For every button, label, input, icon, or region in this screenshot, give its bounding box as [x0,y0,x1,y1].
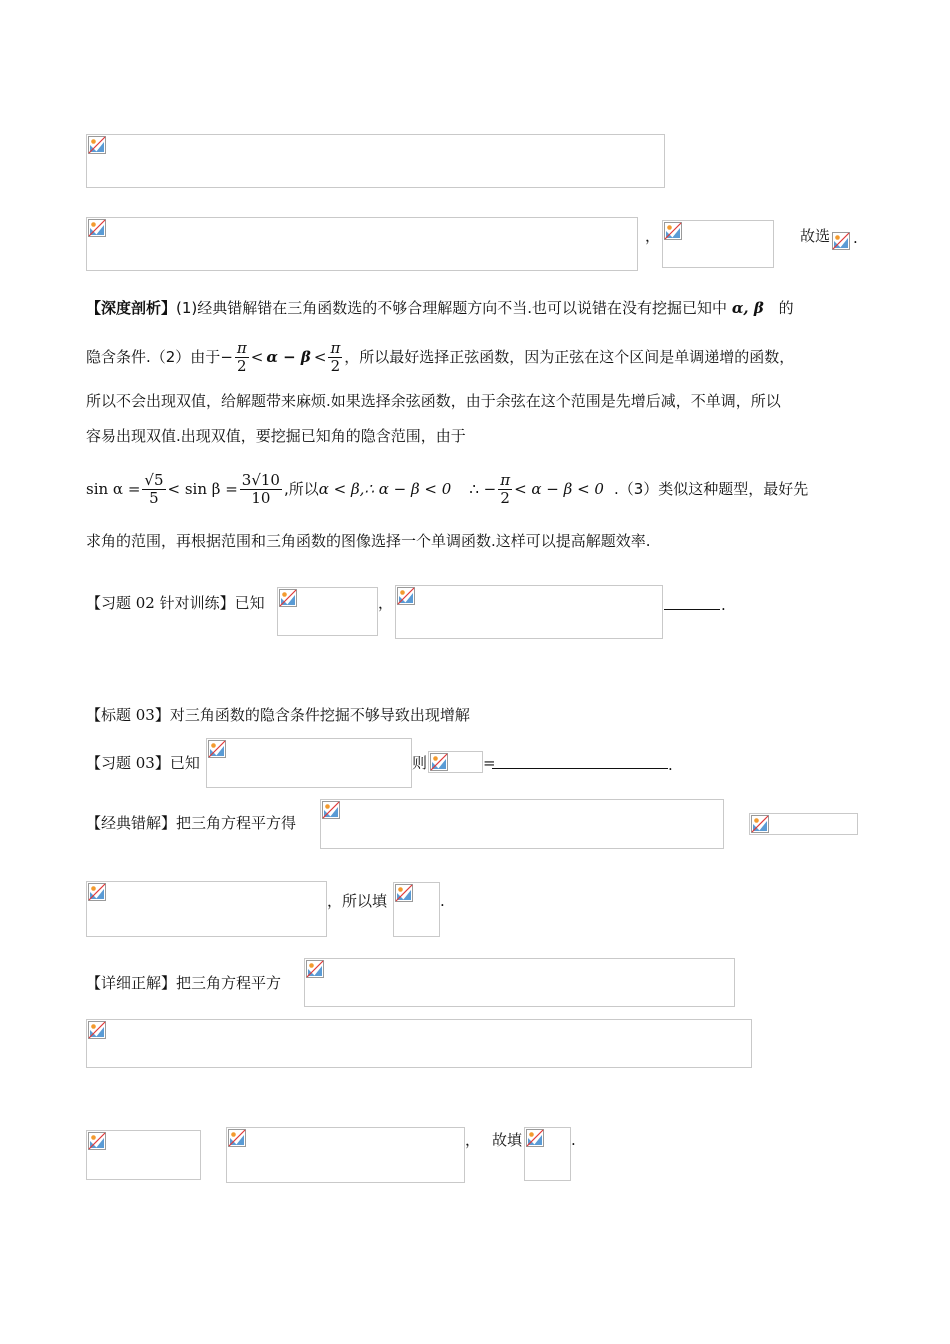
punctuation: . [853,229,858,247]
punctuation: ， [378,594,394,612]
math-expression: ∴ − [469,480,497,498]
equals-sign: = [483,754,496,772]
broken-image-icon [228,1129,246,1147]
broken-image-icon [306,960,324,978]
analysis-text: ,所以 [283,480,319,498]
detail-right-label: 【详细正解】把三角方程平方 [86,974,282,992]
text-suoyitian: ，所以填 [327,892,388,910]
broken-image-icon [88,136,106,154]
broken-image-icon [526,1129,544,1147]
analysis-line-3: 所以不会出现双值，给解题带来麻烦.如果选择余弦函数，由于余弦在这个范围是先增后减，不单调，所以 [86,392,781,410]
punctuation: ， [645,227,661,245]
title-03: 【标题 03】对三角函数的隐含条件挖掘不够导致出现增解 [86,706,470,724]
punctuation: . [668,756,673,774]
analysis-text: ，所以最好选择正弦函数，因为正弦在这个区间是单调递增的函数， [344,348,795,366]
analysis-label: 【深度剖析】 [86,299,177,317]
broken-image [428,751,483,773]
math-symbol: − [220,348,233,366]
math-symbol: < [313,348,327,366]
math-symbol: < [250,348,264,366]
broken-image [320,799,724,849]
answer-blank[interactable] [664,595,720,610]
analysis-line-4: 容易出现双值.出现双值，要挖掘已知角的隐含范围，由于 [86,427,466,445]
broken-image [304,958,735,1007]
broken-image [524,1127,571,1181]
punctuation: . [721,596,726,614]
broken-image-icon [88,1021,106,1039]
broken-image-icon [751,815,769,833]
analysis-text: 的 [778,299,794,317]
math-fraction: $\frac{3√10}{10}$ [241,470,280,507]
text-guxuan: 故选 [800,227,831,245]
answer-blank[interactable] [492,754,668,769]
exercise-03-label: 【习题 03】已知 [86,754,200,772]
broken-image-icon [88,883,106,901]
punctuation: ， [465,1131,481,1149]
math-expression: sin α = [86,480,141,498]
broken-image [395,585,663,639]
math-expression: < sin β = [167,480,238,498]
analysis-text: 隐含条件.（2）由于 [86,348,221,366]
analysis-line-1 [86,298,794,318]
broken-image-icon [88,219,106,237]
broken-image [86,1019,752,1068]
math-alpha-beta: α, β [731,299,764,317]
broken-image [206,738,412,788]
broken-image [277,587,378,636]
broken-image-icon [397,587,415,605]
broken-image-icon [832,232,850,250]
broken-image [86,134,665,188]
analysis-line-5 [86,466,808,512]
analysis-text: (1)经典错解错在三角函数选的不够合理解题方向不当.也可以说错在没有挖掘已知中 [176,299,728,317]
math-fraction: $\frac{√5}{5}$ [144,470,164,507]
broken-image-icon [322,801,340,819]
punctuation: . [440,892,445,910]
math-fraction: $\frac{\pi}{2}$ [500,470,511,507]
math-fraction: $\frac{\pi}{2}$ [330,338,341,375]
analysis-text: .（3）类似这种题型，最好先 [613,480,809,498]
broken-image-icon [395,884,413,902]
punctuation: . [571,1131,576,1149]
text-gutian: 故填 [492,1131,523,1149]
broken-image [86,1130,201,1180]
broken-image [832,232,854,254]
math-expression: α < β,∴ α − β < 0 [318,480,452,498]
broken-image-icon [664,222,682,240]
analysis-line-6: 求角的范围，再根据范围和三角函数的图像选择一个单调函数.这样可以提高解题效率. [86,532,651,550]
broken-image-icon [430,753,448,771]
broken-image [86,217,638,271]
broken-image [393,882,440,937]
analysis-line-2 [86,337,794,377]
math-fraction: $\frac{\pi}{2}$ [236,338,247,375]
exercise-02-label: 【习题 02 针对训练】已知 [86,594,265,612]
broken-image-icon [279,589,297,607]
math-expression: < α − β < 0 [514,480,604,498]
broken-image-icon [208,740,226,758]
broken-image [226,1127,465,1183]
text-ze: 则 [412,754,428,772]
classic-wrong-label: 【经典错解】把三角方程平方得 [86,814,297,832]
broken-image [86,881,327,937]
broken-image [662,220,774,268]
broken-image [749,813,858,835]
broken-image-icon [88,1132,106,1150]
math-expression: α − β [266,348,311,366]
